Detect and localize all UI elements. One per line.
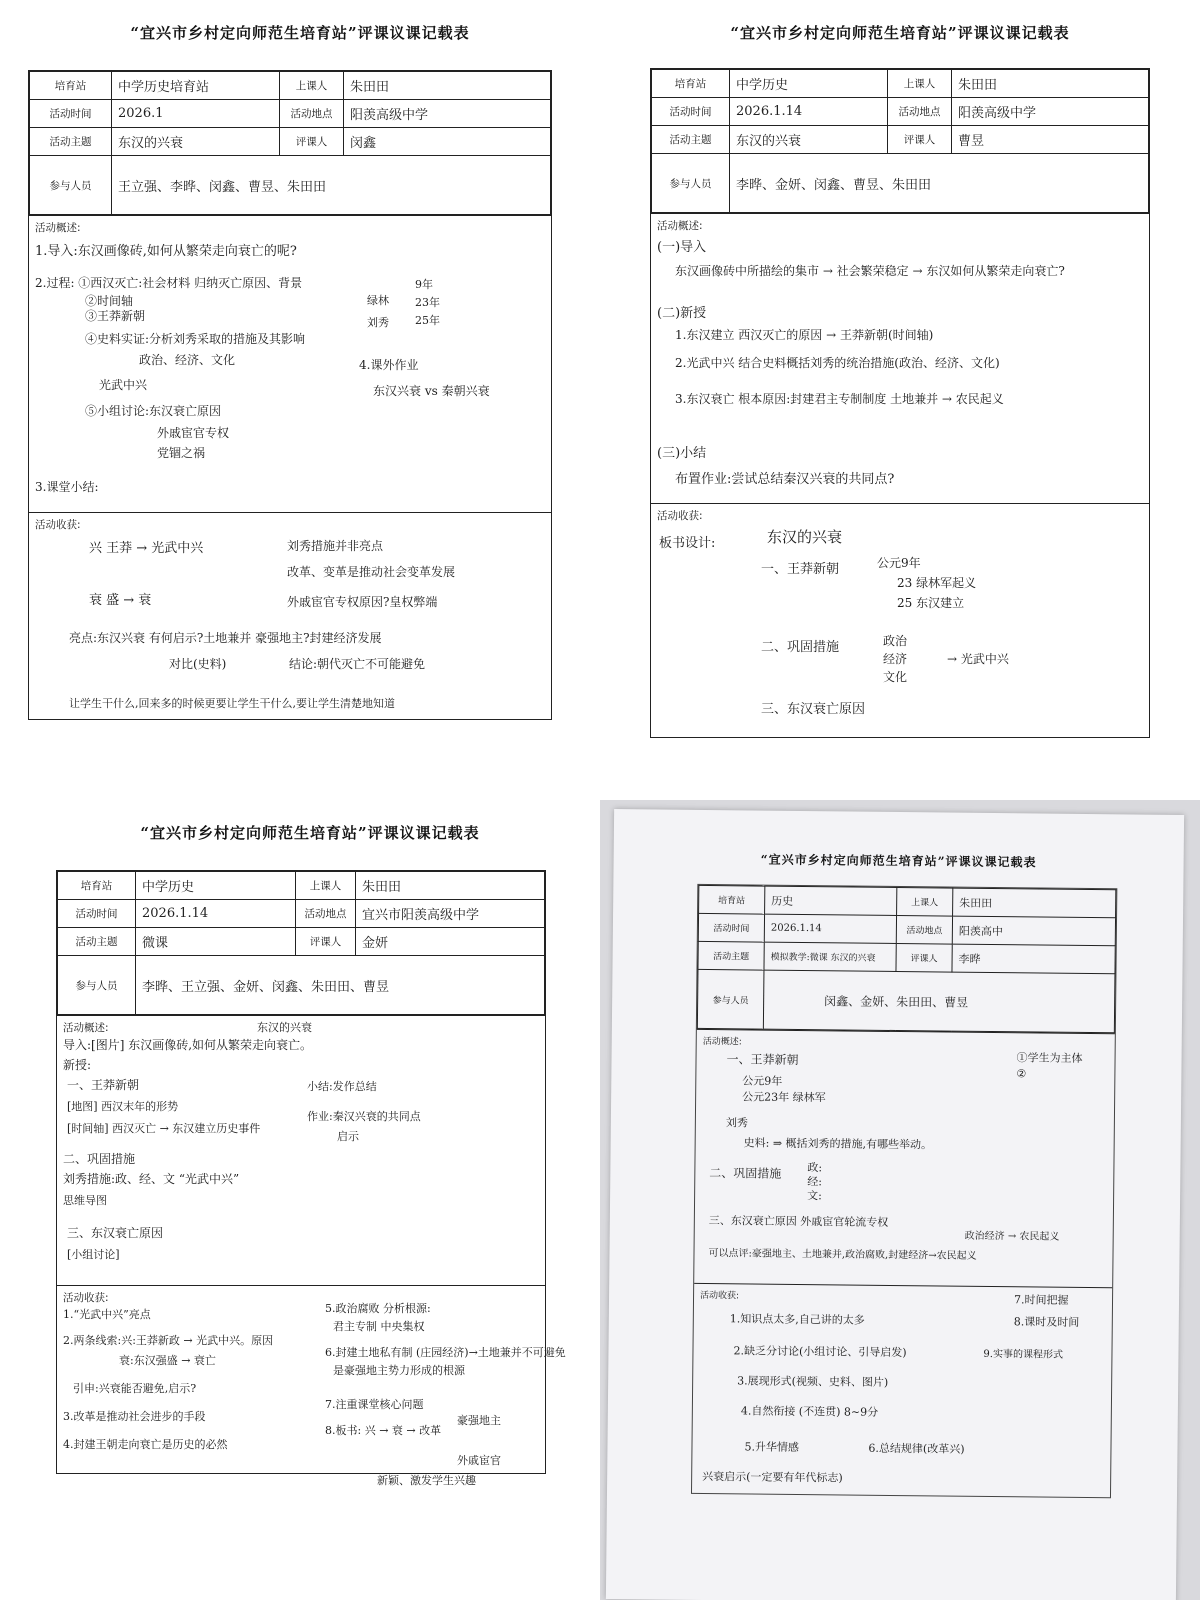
label-place: 活动地点 [896, 916, 952, 945]
note: 小结:发作总结 [307, 1080, 377, 1093]
label-place: 活动地点 [296, 900, 356, 928]
note: 豪强地主 [457, 1414, 501, 1427]
note: 3.课堂小结: [35, 480, 99, 494]
value-place: 阳羡高中 [952, 916, 1115, 946]
note: 25 东汉建立 [897, 596, 965, 610]
note: ⑤小组讨论:东汉衰亡原因 [85, 404, 222, 418]
note: 三、东汉衰亡原因 [67, 1226, 164, 1240]
label-participants: 参与人员 [697, 969, 764, 1029]
note: 可以点评:豪强地主、土地兼并,政治腐败,封建经济→农民起义 [708, 1248, 977, 1262]
note: 让学生干什么,回来多的时候更要让学生干什么,要让学生清楚地知道 [69, 697, 395, 710]
note: 外戚宦官专权 [157, 426, 230, 440]
note: 3.改革是推动社会进步的手段 [63, 1410, 206, 1423]
note: ④史料实证:分析刘秀采取的措施及其影响 [85, 332, 306, 346]
label-time: 活动时间 [58, 900, 136, 928]
label-station: 培育站 [652, 70, 730, 98]
note: 党锢之祸 [157, 446, 206, 460]
note: 亮点:东汉兴衰 有何启示?土地兼并 豪强地主?封建经济发展 [69, 631, 382, 645]
value-teacher: 朱田田 [344, 72, 551, 100]
note: ③王莽新朝 [85, 309, 146, 323]
note: 政治、经济、文化 [139, 353, 236, 367]
gains-section [57, 1285, 566, 1491]
note: 7.注重课堂核心问题 [325, 1398, 424, 1411]
value-station: 中学历史 [136, 872, 296, 900]
label-reviewer: 评课人 [888, 126, 952, 154]
note: 三、东汉衰亡原因 [761, 702, 866, 717]
note: 25年 [415, 314, 440, 327]
label-station: 培育站 [30, 72, 112, 100]
value-station: 中学历史培育站 [112, 72, 280, 100]
gains-section [29, 512, 551, 722]
header-table [697, 885, 1116, 1033]
note: 一、王莽新朝 [761, 562, 840, 577]
note: 8.板书: 兴 → 衰 → 改革 [325, 1424, 442, 1437]
value-theme: 东汉的兴衰 [112, 128, 280, 156]
note: 一、王莽新朝 [726, 1052, 799, 1067]
note: ② [1016, 1067, 1027, 1081]
note: 4.自然衔接 (不连贯) 8~9分 [740, 1404, 879, 1419]
value-participants: 李晔、金妍、闵鑫、曹昱、朱田田 [730, 154, 1149, 213]
note: 2.两条线索:兴:王莽新政 → 光武中兴。原因 [63, 1334, 274, 1347]
note: 23年 [415, 296, 440, 309]
value-participants: 李晔、王立强、金妍、闵鑫、朱田田、曹昱 [136, 956, 545, 1015]
gains-section [651, 503, 1149, 725]
note: 2.过程: ①西汉灭亡:社会材料 归纳灭亡原因、背景 [35, 276, 303, 290]
note: 8.课时及时间 [1013, 1315, 1080, 1329]
overview-section [57, 1015, 545, 1285]
note: 公元9年 [877, 556, 921, 570]
note: 东汉的兴衰 [257, 1021, 312, 1034]
value-theme: 模拟教学:微课 东汉的兴衰 [764, 942, 896, 971]
note: 7.时间把握 [1013, 1293, 1069, 1307]
label-reviewer: 评课人 [896, 943, 952, 972]
note: 刘秀 [725, 1116, 748, 1130]
note: 二、巩固措施 [709, 1166, 782, 1181]
overview-label: 活动概述: [63, 1022, 109, 1034]
value-reviewer: 曹昱 [952, 126, 1149, 154]
note: 经济 [883, 652, 908, 666]
note: 刘秀 [367, 316, 389, 329]
value-participants: 王立强、李晔、闵鑫、曹昱、朱田田 [112, 156, 551, 215]
label-theme: 活动主题 [698, 941, 764, 970]
value-reviewer: 李晔 [952, 944, 1115, 974]
sheet-2 [620, 10, 1180, 730]
value-place: 阳羡高级中学 [952, 98, 1149, 126]
note: 3.东汉衰亡 根本原因:封建君主专制制度 土地兼并 → 农民起义 [675, 392, 1004, 406]
overview-section [651, 213, 1149, 503]
note: 1.导入:东汉画像砖,如何从繁荣走向衰亡的呢? [35, 244, 297, 259]
note: 2.缺乏分讨论(小组讨论、引导启发) [733, 1344, 907, 1360]
overview-label: 活动概述: [35, 222, 81, 234]
note: 新颖、激发学生兴趣 [377, 1474, 476, 1487]
note: 9.实事的课程形式 [983, 1348, 1064, 1361]
note: 政: [807, 1161, 823, 1175]
evaluation-form [56, 870, 566, 1487]
note: 外戚宦官专权原因?皇权弊端 [287, 595, 438, 609]
value-teacher: 朱田田 [953, 888, 1116, 918]
form-title: “宜兴市乡村定向师范生培育站”评课议课记载表 [760, 852, 1037, 870]
note: 刘秀措施:政、经、文 “光武中兴” [63, 1172, 240, 1186]
note: 6.封建土地私有制 (庄园经济)→土地兼并不可避免 [325, 1346, 566, 1359]
note: 二、巩固措施 [63, 1152, 136, 1166]
note: 二、巩固措施 [761, 640, 840, 655]
note: 政治经济 → 农民起义 [964, 1230, 1060, 1243]
sheet-4 [606, 809, 1184, 1600]
label-station: 培育站 [58, 872, 136, 900]
label-theme: 活动主题 [30, 128, 112, 156]
overview-section [29, 215, 551, 512]
note: 东汉画像砖中所描绘的集市 → 社会繁荣稳定 → 东汉如何从繁荣走向衰亡? [675, 264, 1065, 278]
note: 东汉的兴衰 [767, 528, 843, 546]
gains-label: 活动收获: [657, 510, 703, 522]
note: 政治 [883, 634, 908, 648]
note: 引申:兴衰能否避免,启示? [73, 1382, 197, 1395]
note: 启示 [337, 1130, 359, 1143]
note: 对比(史料) [169, 657, 227, 671]
label-teacher: 上课人 [897, 888, 953, 917]
note: ①学生为主体 [1016, 1051, 1083, 1065]
note: 1.“光武中兴”亮点 [63, 1308, 151, 1321]
evaluation-form [650, 68, 1150, 738]
note: 作业:秦汉兴衰的共同点 [307, 1110, 421, 1123]
label-theme: 活动主题 [652, 126, 730, 154]
note: 兴衰启示(一定要有年代标志) [702, 1469, 843, 1485]
label-station: 培育站 [699, 885, 765, 914]
note: 刘秀措施并非亮点 [287, 539, 384, 553]
label-participants: 参与人员 [652, 154, 730, 213]
gains-label: 活动收获: [700, 1290, 740, 1302]
note: 绿林 [367, 294, 389, 307]
note: 一、王莽新朝 [67, 1078, 140, 1092]
label-time: 活动时间 [652, 98, 730, 126]
gains-section [692, 1283, 1112, 1503]
label-participants: 参与人员 [30, 156, 112, 215]
note: 是豪强地主势力形成的根源 [333, 1364, 465, 1377]
note: (三)小结 [657, 446, 707, 461]
label-place: 活动地点 [280, 100, 344, 128]
note: (二)新授 [657, 306, 707, 321]
gains-label: 活动收获: [35, 519, 81, 531]
note: 6.总结规律(改革兴) [868, 1441, 965, 1456]
label-place: 活动地点 [888, 98, 952, 126]
label-teacher: 上课人 [280, 72, 344, 100]
gains-label: 活动收获: [63, 1292, 109, 1304]
note: (一)导入 [657, 240, 707, 255]
note: 新授: [63, 1058, 92, 1072]
note: 经: [807, 1175, 823, 1189]
note: 板书设计: [659, 536, 716, 551]
note: 5.升华情感 [744, 1440, 800, 1455]
note: 3.展现形式(视频、史料、图片) [737, 1374, 889, 1389]
note: 结论:朝代灭亡不可能避免 [289, 657, 426, 671]
value-participants: 闵鑫、金妍、朱田田、曹昱 [763, 970, 1115, 1033]
form-title: “宜兴市乡村定向师范生培育站”评课议课记载表 [130, 24, 470, 42]
note: 文: [807, 1189, 822, 1203]
photo-background [600, 800, 1200, 1600]
note: 衰:东汉强盛 → 衰亡 [119, 1354, 216, 1367]
sheet-3 [40, 810, 580, 1590]
note: ②时间轴 [85, 294, 134, 308]
note: 思维导图 [63, 1194, 107, 1207]
evaluation-form [691, 884, 1117, 1498]
note: [时间轴] 西汉灭亡 → 东汉建立历史事件 [67, 1122, 261, 1135]
value-time: 2026.1.14 [764, 914, 896, 943]
note: 4.课外作业 [359, 358, 419, 372]
note: 三、东汉衰亡原因 外戚宦官轮流专权 [708, 1214, 889, 1229]
value-station: 历史 [765, 886, 897, 915]
value-reviewer: 金妍 [356, 928, 545, 956]
value-station: 中学历史 [730, 70, 888, 98]
note: 23 绿林军起义 [897, 576, 977, 590]
note: 光武中兴 [99, 378, 148, 392]
value-time: 2026.1 [112, 100, 280, 128]
value-reviewer: 闵鑫 [344, 128, 551, 156]
note: 公元23年 绿林军 [742, 1090, 826, 1105]
note: → 光武中兴 [947, 652, 1009, 666]
label-reviewer: 评课人 [280, 128, 344, 156]
value-time: 2026.1.14 [136, 900, 296, 928]
label-theme: 活动主题 [58, 928, 136, 956]
header-table [29, 71, 551, 215]
note: 东汉兴衰 vs 秦朝兴衰 [373, 384, 490, 398]
note: 布置作业:尝试总结秦汉兴衰的共同点? [675, 472, 895, 487]
note: 衰 盛 → 衰 [89, 593, 152, 608]
note: 4.封建王朝走向衰亡是历史的必然 [63, 1438, 228, 1451]
note: 1.知识点太多,自己讲的太多 [729, 1312, 865, 1327]
note: 公元9年 [742, 1074, 783, 1088]
evaluation-form [28, 70, 552, 720]
note: [小组讨论] [67, 1248, 120, 1261]
sheet-1 [20, 10, 580, 730]
label-time: 活动时间 [698, 913, 764, 942]
value-place: 宜兴市阳羡高级中学 [356, 900, 545, 928]
note: 改革、变革是推动社会变革发展 [287, 565, 456, 579]
label-reviewer: 评课人 [296, 928, 356, 956]
value-theme: 东汉的兴衰 [730, 126, 888, 154]
note: 君主专制 中央集权 [333, 1320, 425, 1333]
note: 导入:[图片] 东汉画像砖,如何从繁荣走向衰亡。 [63, 1038, 313, 1052]
note: [地图] 西汉末年的形势 [67, 1100, 179, 1113]
note: 文化 [883, 670, 908, 684]
note: 9年 [415, 278, 433, 291]
note: 外戚宦官 [457, 1454, 501, 1467]
note: 兴 王莽 → 光武中兴 [89, 541, 204, 556]
note: 2.光武中兴 结合史料概括刘秀的统治措施(政治、经济、文化) [675, 356, 1000, 370]
value-teacher: 朱田田 [952, 70, 1149, 98]
value-place: 阳羡高级中学 [344, 100, 551, 128]
header-table [57, 871, 545, 1015]
label-time: 活动时间 [30, 100, 112, 128]
value-theme: 微课 [136, 928, 296, 956]
label-participants: 参与人员 [58, 956, 136, 1015]
value-time: 2026.1.14 [730, 98, 888, 126]
label-teacher: 上课人 [888, 70, 952, 98]
form-title: “宜兴市乡村定向师范生培育站”评课议课记载表 [730, 24, 1070, 42]
note: 史料: ⇒ 概括刘秀的措施,有哪些举动。 [743, 1136, 933, 1152]
note: 1.东汉建立 西汉灭亡的原因 → 王莽新朝(时间轴) [675, 328, 934, 342]
overview-label: 活动概述: [657, 220, 703, 232]
form-title: “宜兴市乡村定向师范生培育站”评课议课记载表 [140, 824, 480, 842]
value-teacher: 朱田田 [356, 872, 545, 900]
header-table [651, 69, 1149, 213]
overview-label: 活动概述: [702, 1036, 742, 1048]
note: 5.政治腐败 分析根源: [325, 1302, 431, 1315]
overview-section [694, 1029, 1115, 1287]
label-teacher: 上课人 [296, 872, 356, 900]
